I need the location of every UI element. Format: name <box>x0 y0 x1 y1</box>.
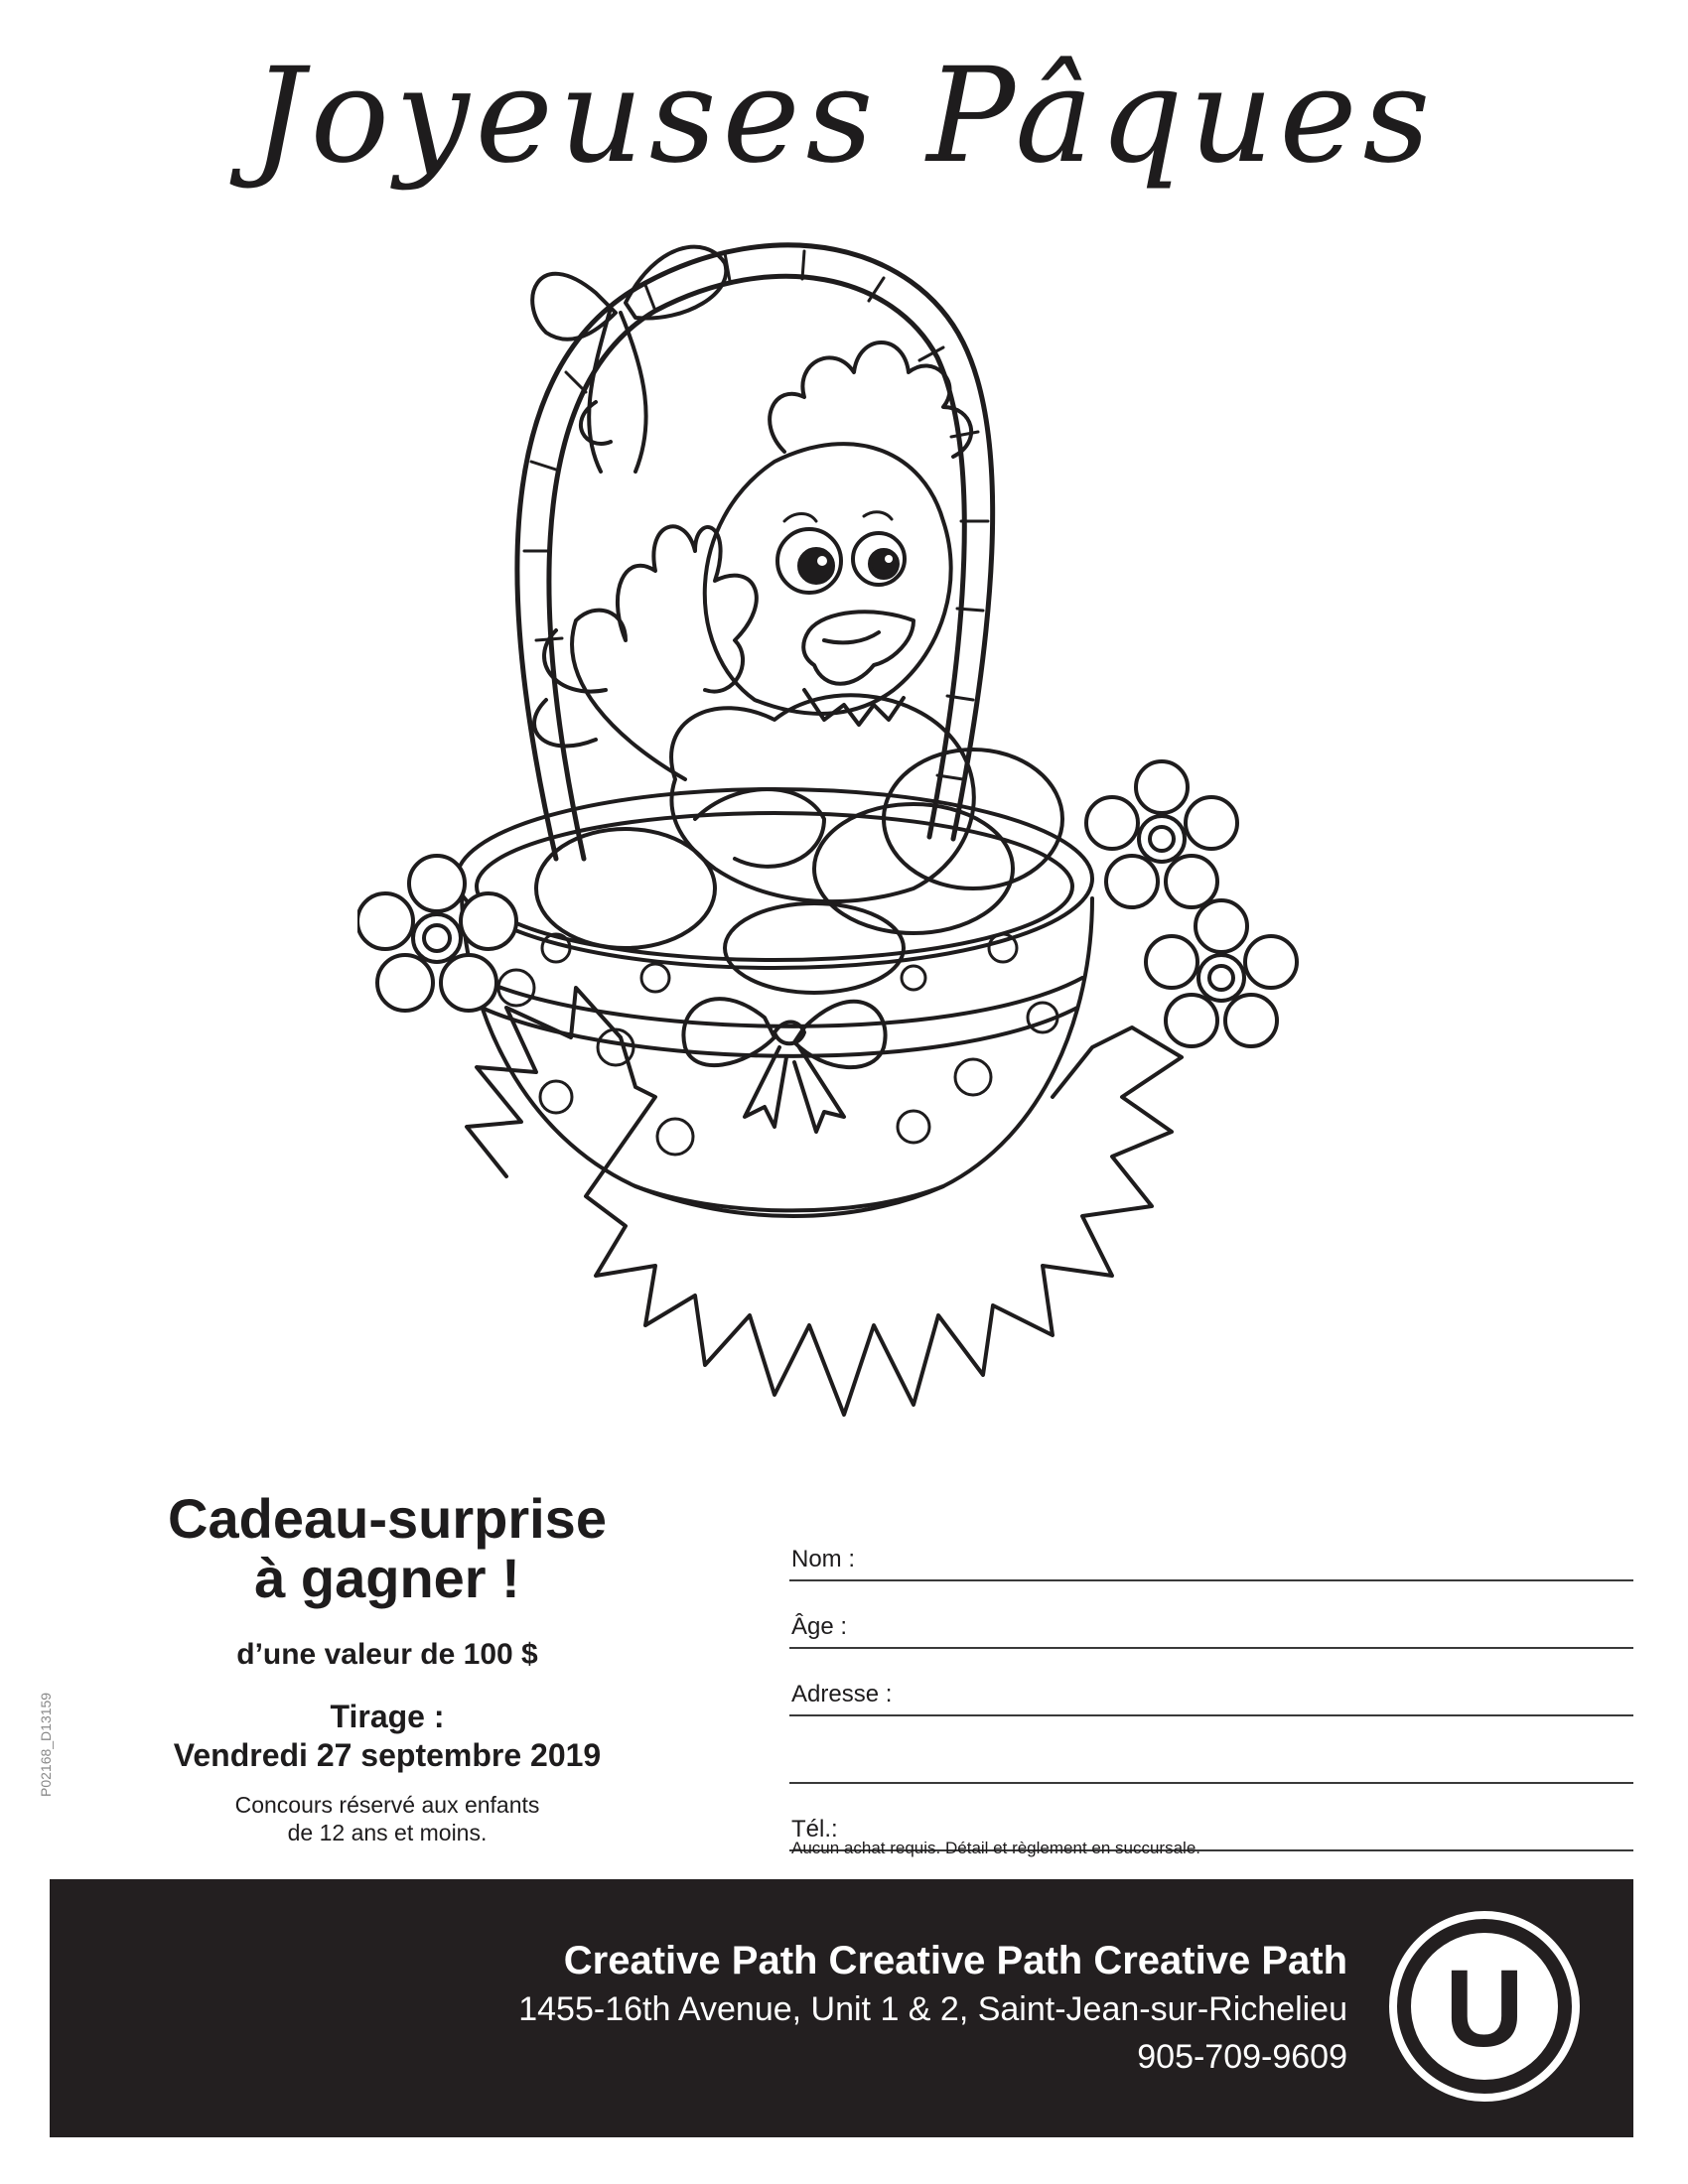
prize-headline-line2: à gagner ! <box>254 1547 520 1609</box>
flower <box>1146 900 1297 1046</box>
address-field-line2[interactable] <box>789 1716 1633 1784</box>
disclaimer: Aucun achat requis. Détail et règlement en succursale. <box>791 1839 1201 1857</box>
store-footer <box>50 1879 1633 2137</box>
store-name: Creative Path Creative Path Creative Path <box>563 1939 1347 1982</box>
contest-info <box>99 1489 675 1846</box>
age-field[interactable] <box>789 1581 1633 1649</box>
egg <box>536 829 715 948</box>
logo-letter: U <box>1445 1948 1524 2070</box>
egg <box>725 903 904 993</box>
chick-tail <box>572 526 757 779</box>
name-label: Nom : <box>791 1546 856 1572</box>
flower <box>357 856 516 1011</box>
chick-body <box>671 695 974 901</box>
draw-date: Vendredi 27 septembre 2019 <box>173 1737 602 1773</box>
address-field[interactable] <box>789 1649 1633 1716</box>
prize-value: d’une valeur de 100 $ <box>236 1638 538 1671</box>
name-field[interactable] <box>789 1514 1633 1581</box>
entry-form <box>789 1514 1633 1851</box>
store-phone: 905-709-9609 <box>1137 2038 1347 2076</box>
basket-rim <box>457 789 1092 968</box>
eligibility-line2: de 12 ans et moins. <box>287 1820 488 1845</box>
grass-shape <box>467 988 1182 1415</box>
draw-label: Tirage : <box>330 1699 445 1734</box>
age-label: Âge : <box>791 1613 848 1640</box>
easter-basket-illustration <box>357 223 1350 1474</box>
basket-bow <box>683 999 885 1132</box>
chick-beak <box>803 612 914 683</box>
store-address: 1455-16th Avenue, Unit 1 & 2, Saint-Jean-sur-Richelieu <box>518 1990 1347 2028</box>
flower <box>1086 761 1237 907</box>
prize-headline-line1: Cadeau-surprise <box>168 1487 607 1550</box>
document-code: P02168_D13159 <box>38 1692 54 1797</box>
page-title: Joyeuses Pâques <box>251 40 1437 193</box>
u-logo-icon <box>1385 1907 1584 2106</box>
address-label: Adresse : <box>791 1681 893 1707</box>
eligibility-line1: Concours réservé aux enfants <box>234 1792 540 1818</box>
phone-label: Tél.: <box>791 1816 838 1843</box>
handle-bow <box>532 247 726 472</box>
